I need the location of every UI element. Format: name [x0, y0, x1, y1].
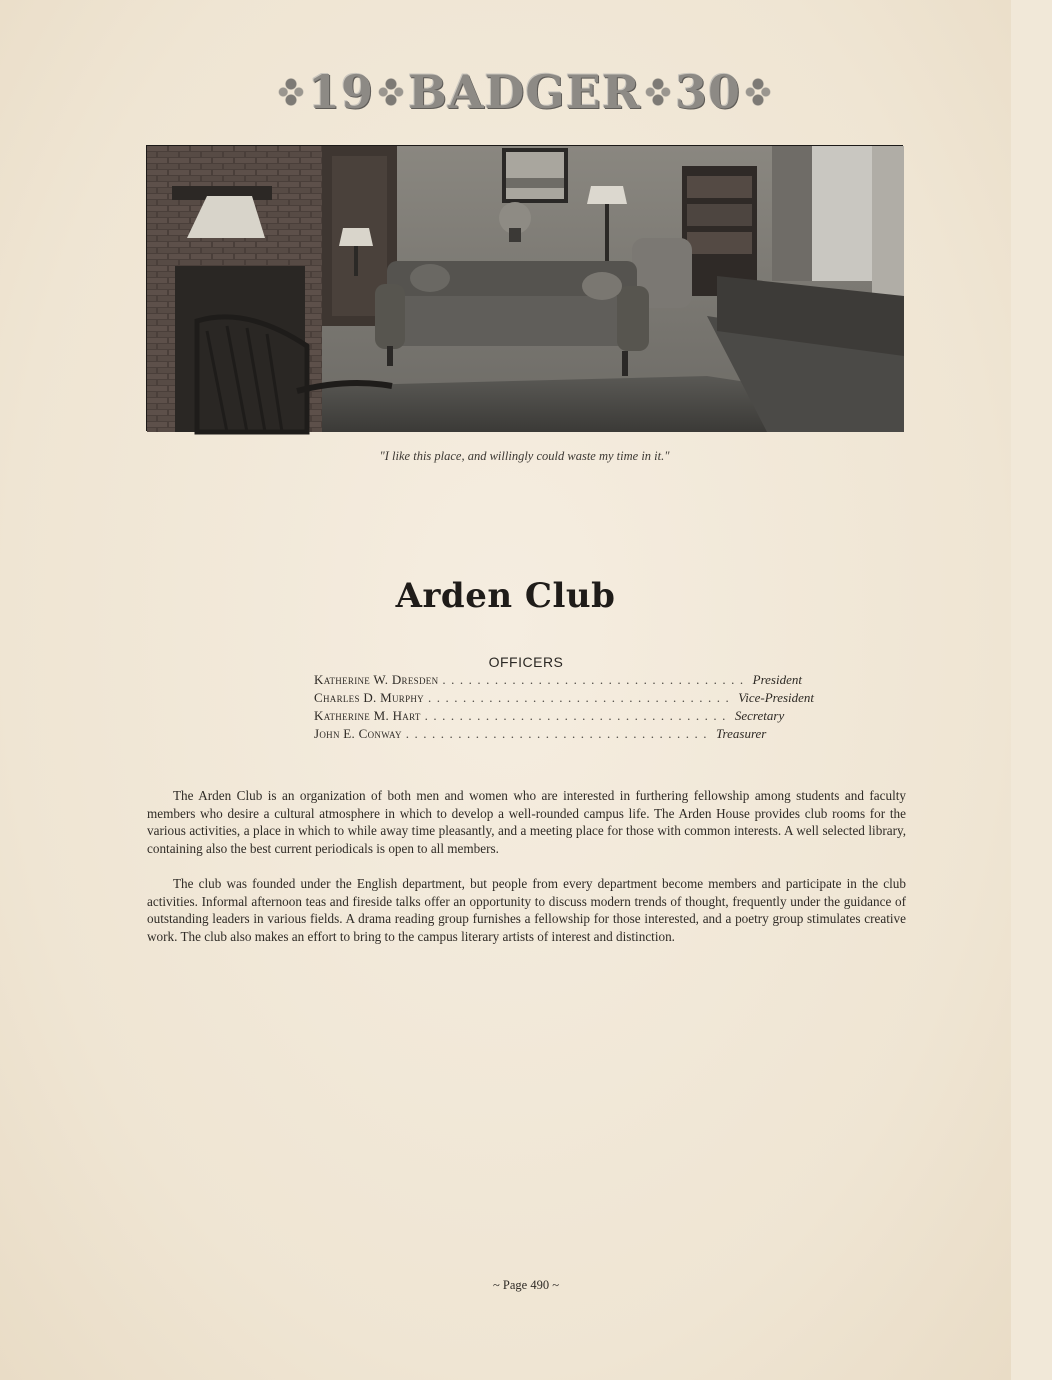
page-number: ~ Page 490 ~ — [493, 1278, 559, 1292]
banner-badger-word: BADGER — [407, 65, 642, 119]
ornament-icon — [278, 72, 304, 112]
officer-row — [314, 690, 815, 708]
banner-year-right: 30 — [675, 65, 742, 119]
officer-row — [314, 708, 785, 726]
club-title: Arden Club — [395, 576, 616, 616]
officer-role: Treasurer — [716, 726, 767, 741]
ornament-icon — [378, 72, 404, 112]
leader-dots: ................................... — [405, 726, 713, 741]
photo-caption: "I like this place, and willingly could waste my time in it." — [379, 449, 670, 463]
officer-role: Vice-President — [738, 690, 815, 705]
officers-heading: OFFICERS — [488, 654, 564, 670]
description-paragraph-1 — [147, 787, 906, 857]
banner-year-left: 19 — [307, 65, 374, 119]
description-paragraph-2 — [147, 875, 906, 945]
officer-row — [314, 726, 767, 744]
officer-name: Katherine W. Dresden — [314, 672, 439, 687]
badger-banner — [146, 66, 903, 118]
leader-dots: ................................... — [442, 672, 749, 687]
officer-name: Katherine M. Hart — [314, 708, 421, 723]
ornament-icon — [645, 72, 671, 112]
ornament-icon — [745, 72, 771, 112]
leader-dots: ................................... — [424, 708, 731, 723]
officer-role: President — [752, 672, 802, 687]
paragraph-text: The Arden Club is an organization of both men and women who are interested in furthering fellowship among students and faculty members who desire a cultural atmosphere in which to develop a well-rounded campus life. The Arden House provides club rooms for the various activities, a place in which to while away time pleasantly, and a meeting place for those with common interests. A well selected library, containing also the best current periodicals is open to all members. — [147, 788, 906, 856]
arden-house-living-room-photo — [146, 145, 903, 431]
officer-row — [314, 672, 802, 690]
officer-name: John E. Conway — [314, 726, 402, 741]
officers-list — [314, 672, 815, 744]
officer-role: Secretary — [734, 708, 785, 723]
officer-name: Charles D. Murphy — [314, 690, 424, 705]
leader-dots: ................................... — [427, 690, 735, 705]
paragraph-text: The club was founded under the English department, but people from every department become members and participate in the club activities. Informal afternoon teas and fireside talks offer an opportunity to discuss modern trends of thought, frequently under the guidance of outstanding leaders in various fields. A drama reading group furnishes a fellowship for those interested, and a poetry group stimulates creative work. The club also makes an effort to bring to the campus literary artists of interest and distinction. — [147, 876, 906, 944]
